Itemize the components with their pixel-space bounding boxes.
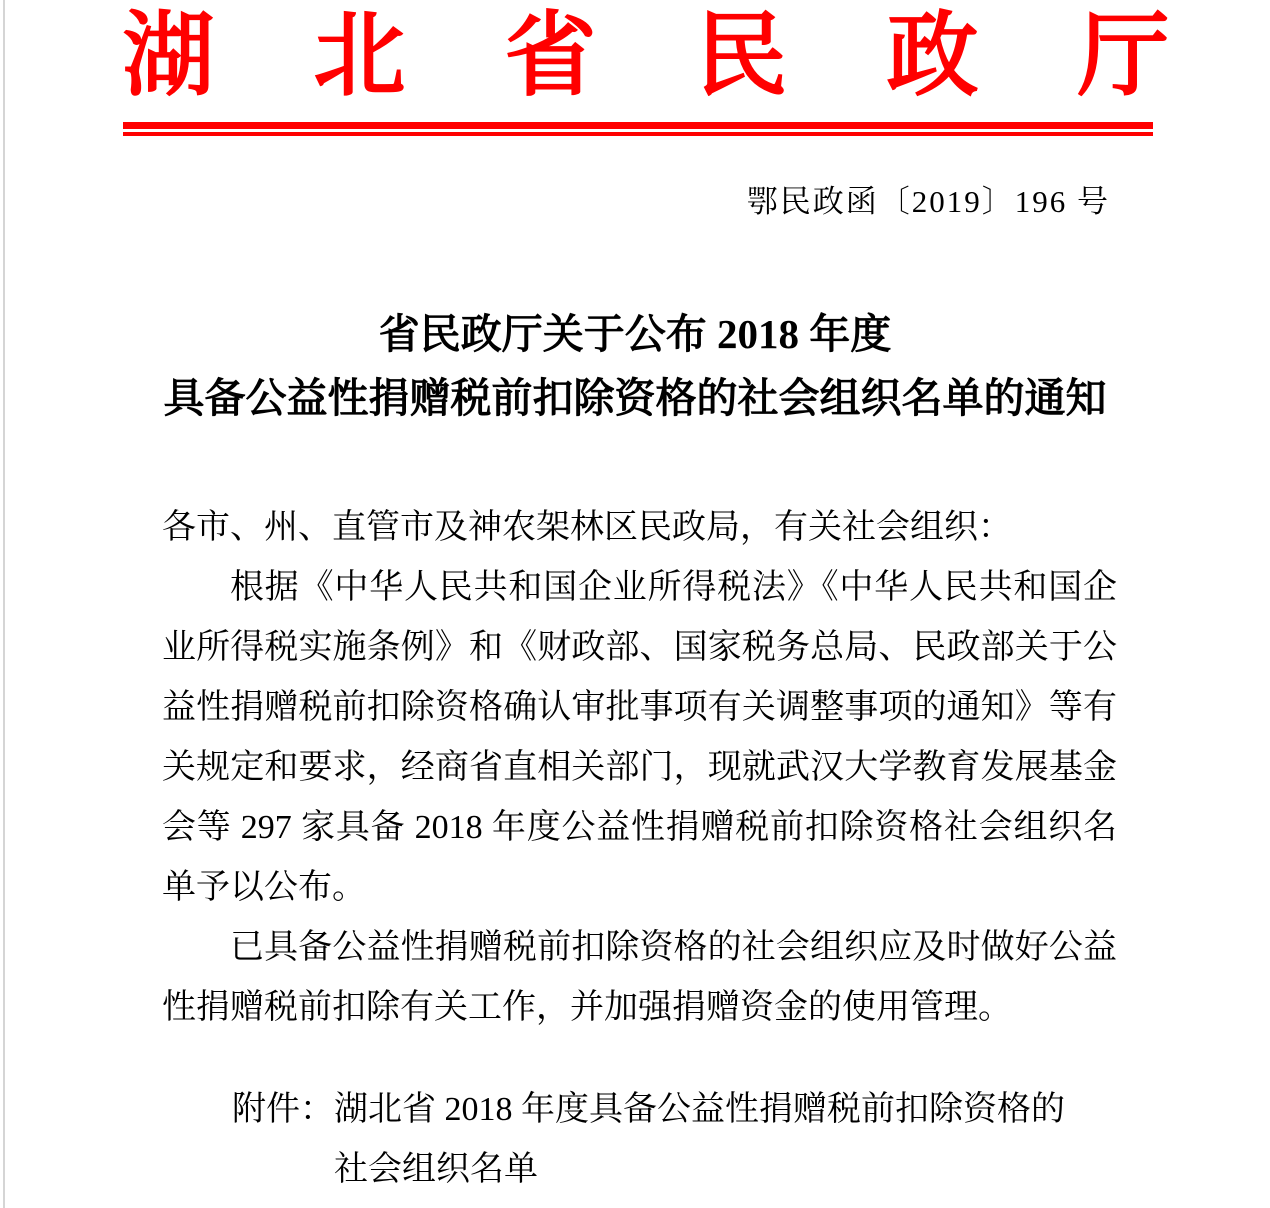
letterhead-divider [123,122,1153,136]
agency-name: 湖 北 省 民 政 厅 [122,5,1208,107]
document-reference-number: 鄂民政函〔2019〕196 号 [746,184,1110,219]
paragraph-requirements: 已具备公益性捐赠税前扣除资格的社会组织应及时做好公益性捐赠税前扣除有关工作，并加强捐赠资金的使用管理。 [162,929,1117,1026]
paragraph-basis-and-announcement: 根据《中华人民共和国企业所得税法》《中华人民共和国企业所得税实施条例》和《财政部、国家税务总局、民政部关于公益性捐赠税前扣除资格确认审批事项有关调整事项的通知》等有关规定和要求，经商省直相关部门，现就武汉大学教育发展基金会等 297 家具备 2018 年度公益性捐赠税前扣除资格社会组织名单予以公布。 [162,569,1117,906]
salutation-line: 各市、州、直管市及神农架林区民政局，有关社会组织： [162,509,1012,546]
letterhead-divider-thin-line [123,132,1153,136]
document-title-line1: 省民政厅关于公布 2018 年度 [378,311,892,357]
attachment-label: 附件： [232,1091,334,1128]
scan-edge-line [3,0,5,1208]
document-title [0,302,1270,430]
attachment-title-line2: 社会组织名单 [334,1151,538,1188]
attachment-section [162,1080,1117,1200]
attachment-title [334,1080,1065,1200]
letterhead-divider-thick-line [123,122,1153,129]
attachment-title-line1: 湖北省 2018 年度具备公益性捐赠税前扣除资格的 [334,1091,1065,1128]
document-title-line2: 具备公益性捐赠税前扣除资格的社会组织名单的通知 [163,375,1107,421]
document-body [162,498,1117,1200]
